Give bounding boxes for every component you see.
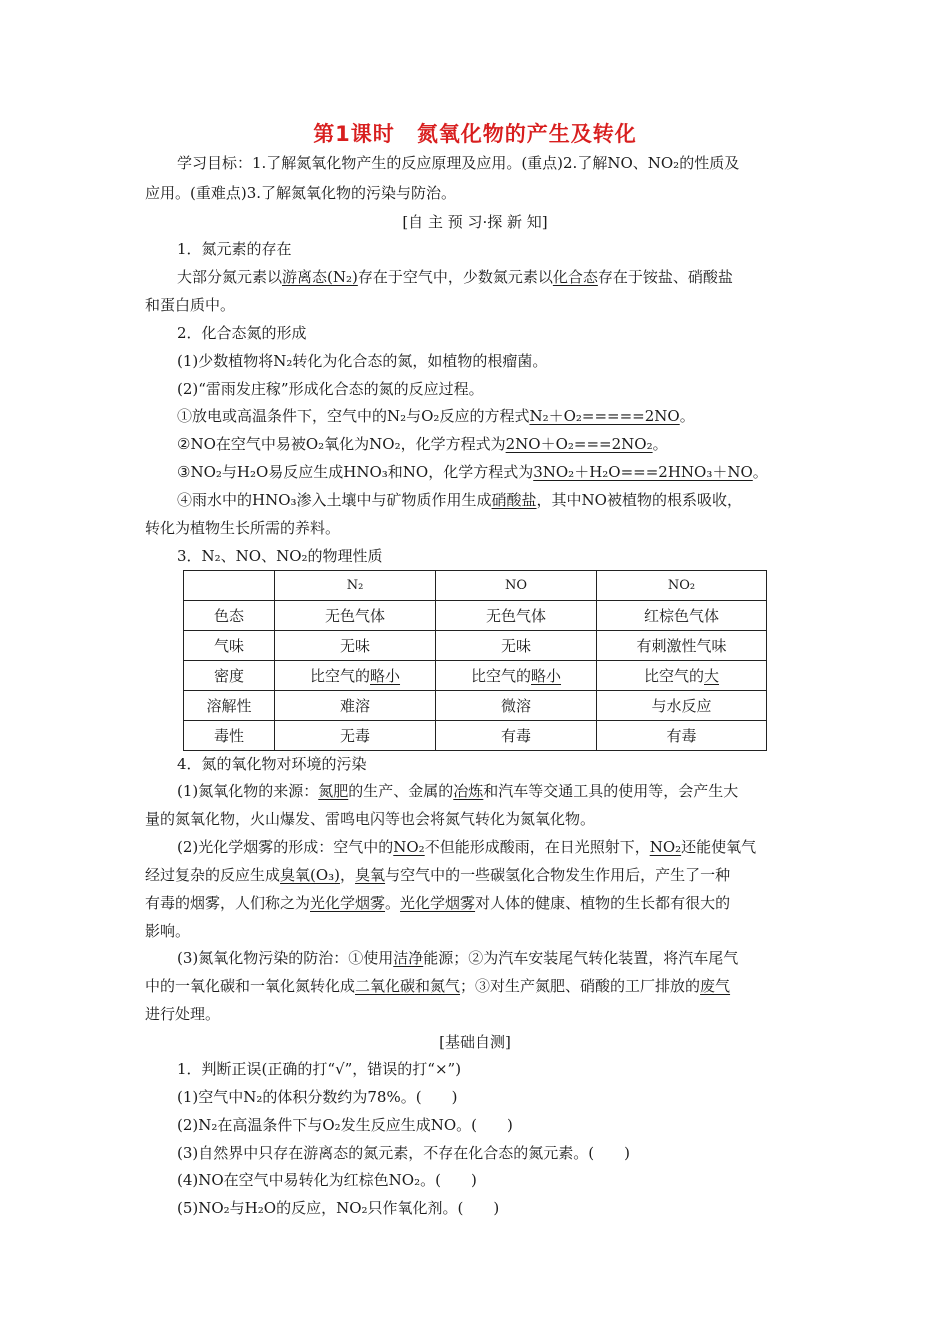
table-row [184,691,767,721]
blank-answer: 光化学烟雾 [310,894,386,912]
s1-heading: 1．氮元素的存在 [177,240,292,258]
text-run: 。 [679,407,695,425]
s4-p2-cont-1 [145,865,730,885]
blank-answer: N₂＋O₂=====2NO [529,407,680,425]
section-test-heading: [基础自测] [439,1033,511,1051]
text-run: 对人体的健康、植物的生长都有很大的 [475,894,731,912]
blank-answer: 洁净 [393,949,424,967]
table-cell: 溶解性 [184,691,275,721]
blank-answer: 大 [704,667,720,685]
text-run: 经过复杂的反应生成 [145,866,281,884]
text-run: 。 [652,435,668,453]
page-title [0,118,950,148]
table-cell [275,661,436,691]
lesson-topic: 氮氧化物的产生及转化 [416,122,637,146]
table-header-cell: N₂ [275,571,436,601]
text-run: 不但能形成酸雨，在日光照射下， [424,838,650,856]
s2-reaction-1 [177,406,695,426]
lesson-number: 第1课时 [313,122,395,146]
test-item: (2)N₂在高温条件下与O₂发生反应生成NO。( ) [177,1116,513,1134]
table-cell: 红棕色气体 [597,601,767,631]
table-cell: 无色气体 [275,601,436,631]
test-item: (1)空气中N₂的体积分数约为78%。( ) [177,1088,458,1106]
blank-answer: NO₂ [649,838,682,856]
text-run: 和汽车等交通工具的使用等，会产生大 [483,782,739,800]
table-row [184,661,767,691]
blank-answer: NO₂ [393,838,425,856]
s2-reaction-2 [177,434,668,454]
blank-answer: 略小 [531,667,562,685]
s4-p3 [177,948,738,968]
s4-heading: 4．氮的氧化物对环境的污染 [177,755,367,773]
table-cell: 无色气体 [436,601,597,631]
text-run: ；③对生产氮肥、硝酸的工厂排放的 [460,977,701,995]
s2-item-2: (2)“雷雨发庄稼”形成化合态的氮的反应过程。 [177,380,484,398]
text-run: ，其中NO被植物的根系吸收， [536,491,742,509]
blank-answer: 略小 [370,667,401,685]
table-cell: 无味 [436,631,597,661]
table-cell: 难溶 [275,691,436,721]
text-run: 大部分氮元素以 [177,268,283,286]
table-header-cell: NO [436,571,597,601]
table-row [184,721,767,751]
text-run: 的生产、金属的 [348,782,454,800]
text-run: 。 [752,463,768,481]
text-run: ①放电或高温条件下，空气中的N₂与O₂反应的方程式 [177,407,530,425]
blank-answer: 氮肥 [318,782,349,800]
table-cell [597,661,767,691]
s1-paragraph [177,267,733,287]
blank-answer: 废气 [700,977,731,995]
table-cell: 有毒 [597,721,767,751]
text-run: 比空气的 [643,667,704,685]
s4-p2-cont-3: 影响。 [145,922,191,940]
text-run: 与空气中的一些碳氢化合物发生作用后，产生了一种 [385,866,731,884]
table-cell: 毒性 [184,721,275,751]
table-header-row [184,571,767,601]
text-run: ③NO₂与H₂O易反应生成HNO₃和NO，化学方程式为 [177,463,534,481]
table-cell: 微溶 [436,691,597,721]
blank-answer: 2NO＋O₂===2NO₂ [505,435,653,453]
table-cell: 无味 [275,631,436,661]
objectives-line-1: 学习目标：1.了解氮氧化物产生的反应原理及应用。(重点)2.了解NO、NO₂的性质及 [177,154,740,172]
blank-answer: 冶炼 [453,782,484,800]
table-cell: 密度 [184,661,275,691]
table-header-cell: NO₂ [597,571,767,601]
test-item: (3)自然界中只存在游离态的氮元素，不存在化合态的氮元素。( ) [177,1144,630,1162]
blank-answer: 臭氧 [355,866,386,884]
test-item: (4)NO在空气中易转化为红棕色NO₂。( ) [177,1171,477,1189]
s2-reaction-4 [177,490,742,510]
text-run: (2)光化学烟雾的形成：空气中的 [177,838,394,856]
table-cell: 无毒 [275,721,436,751]
text-run: ②NO在空气中易被O₂氧化为NO₂，化学方程式为 [177,435,506,453]
text-run: (1)氮氧化物的来源： [177,782,319,800]
blank-answer: 臭氧(O₃) [280,866,341,884]
s4-p1 [177,781,738,801]
text-run: ④雨水中的HNO₃渗入土壤中与矿物质作用生成 [177,491,492,509]
properties-table [183,570,767,751]
text-run: 还能使氧气 [681,838,757,856]
s4-p3-cont-1 [145,976,730,996]
table-cell: 气味 [184,631,275,661]
table-cell: 有刺激性气味 [597,631,767,661]
text-run: (3)氮氧化物污染的防治：①使用 [177,949,394,967]
text-run: 。 [385,894,401,912]
text-run: 能源；②为汽车安装尾气转化装置，将汽车尾气 [423,949,739,967]
table-header-cell [184,571,275,601]
blank-answer: 化合态 [552,268,598,286]
blank-answer: 硝酸盐 [491,491,537,509]
objectives-line-2: 应用。(重难点)3.了解氮氧化物的污染与防治。 [145,184,457,202]
s4-p3-cont-2: 进行处理。 [145,1005,221,1023]
text-run: 有毒的烟雾，人们称之为 [145,894,311,912]
text-run: 存在于空气中，少数氮元素以 [357,268,553,286]
table-cell: 与水反应 [597,691,767,721]
s1-paragraph-cont: 和蛋白质中。 [145,296,236,314]
table-cell: 色态 [184,601,275,631]
s4-p2 [177,837,756,857]
test-item: (5)NO₂与H₂O的反应，NO₂只作氧化剂。( ) [177,1199,500,1217]
table-row [184,631,767,661]
s4-p1-cont: 量的氮氧化物，火山爆发、雷鸣电闪等也会将氮气转化为氮氧化物。 [145,810,596,828]
s2-reaction-3 [177,462,768,482]
text-run: ， [340,866,356,884]
s2-item-1: (1)少数植物将N₂转化为化合态的氮，如植物的根瘤菌。 [177,352,548,370]
blank-answer: 二氧化碳和氮气 [355,977,461,995]
text-run: 中的一氧化碳和一氧化氮转化成 [145,977,356,995]
s4-p2-cont-2 [145,893,730,913]
table-cell: 有毒 [436,721,597,751]
blank-answer: 游离态(N₂) [282,268,358,286]
table-row [184,601,767,631]
text-run: 存在于铵盐、硝酸盐 [597,268,733,286]
s2-reaction-4-cont: 转化为植物生长所需的养料。 [145,519,341,537]
text-run: 比空气的 [309,667,370,685]
blank-answer: 3NO₂＋H₂O===2HNO₃＋NO [533,463,753,481]
text-run: 比空气的 [470,667,531,685]
s3-heading: 3．N₂、NO、NO₂的物理性质 [177,547,383,565]
blank-answer: 光化学烟雾 [400,894,476,912]
test-question-1: 1．判断正误(正确的打“√”，错误的打“×”) [177,1060,462,1078]
section-preview-heading: [自 主 预 习·探 新 知] [402,213,548,231]
table-cell [436,661,597,691]
s2-heading: 2．化合态氮的形成 [177,324,307,342]
